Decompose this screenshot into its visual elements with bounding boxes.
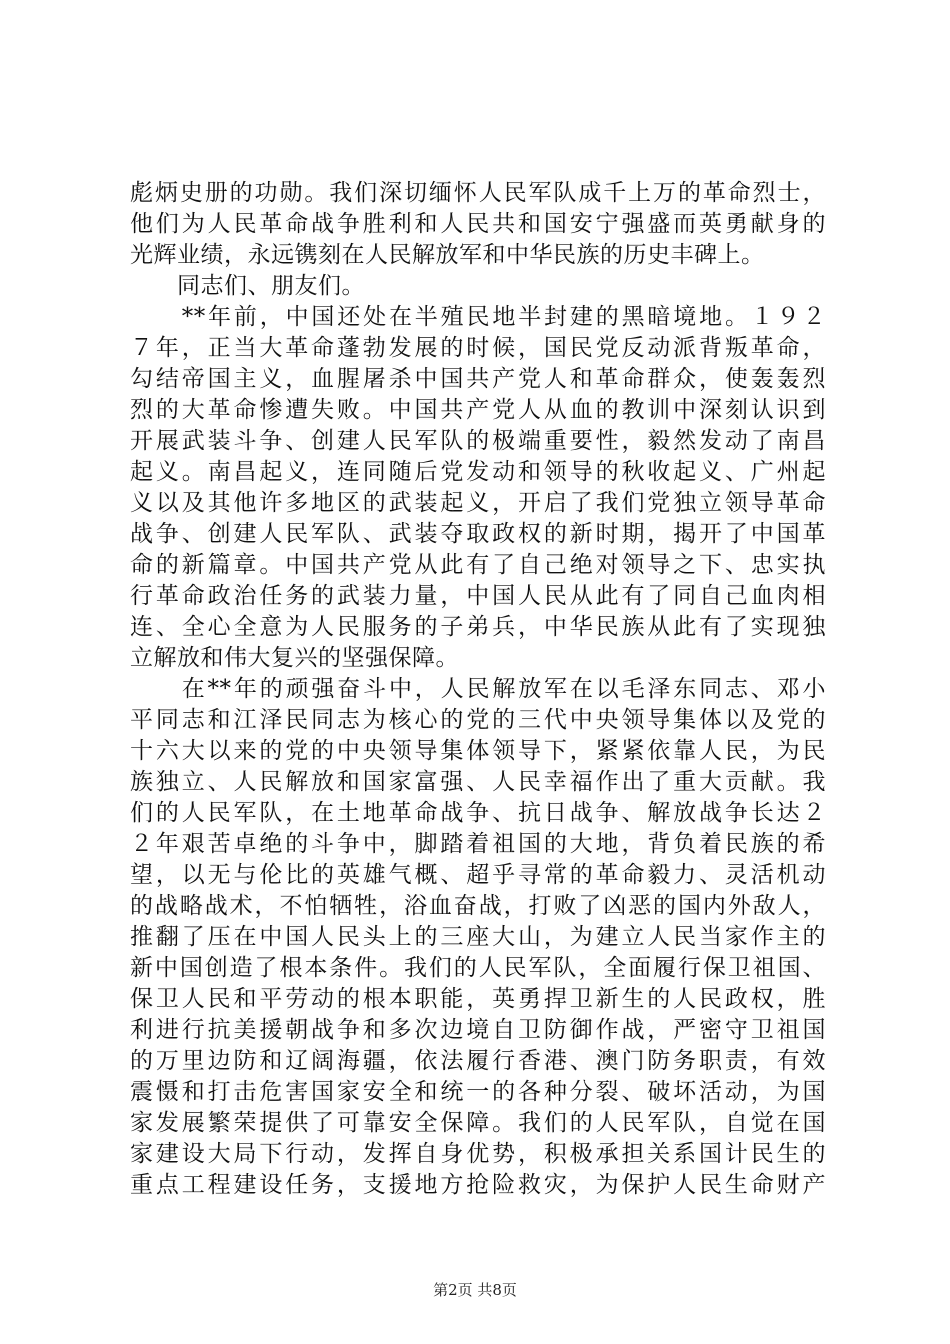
text-line: 起义。南昌起义，连同随后党发动和领导的秋收起义、广州起 <box>130 459 826 485</box>
text-line: ２年艰苦卓绝的斗争中，脚踏着祖国的大地，背负着民族的希 <box>130 831 826 857</box>
text-line: 望，以无与伦比的英雄气概、超乎寻常的革命毅力、灵活机动 <box>130 862 826 888</box>
page-footer <box>0 1280 950 1300</box>
text-line: 立解放和伟大复兴的坚强保障。 <box>130 645 459 671</box>
text-line: 保卫人民和平劳动的根本职能，英勇捍卫新生的人民政权，胜 <box>130 986 826 1012</box>
text-line: 的万里边防和辽阔海疆，依法履行香港、澳门防务职责，有效 <box>130 1048 826 1074</box>
text-line: 族独立、人民解放和国家富强、人民幸福作出了重大贡献。我 <box>130 769 826 795</box>
text-line: 们的人民军队，在土地革命战争、抗日战争、解放战争长达２ <box>130 800 826 826</box>
text-line: 他们为人民革命战争胜利和人民共和国安宁强盛而英勇献身的 <box>130 211 826 237</box>
text-line: 同志们、朋友们。 <box>130 273 365 299</box>
text-line: 义以及其他许多地区的武装起义，开启了我们党独立领导革命 <box>130 490 826 516</box>
text-line: 十六大以来的党的中央领导集体领导下，紧紧依靠人民，为民 <box>130 738 826 764</box>
text-line: 行革命政治任务的武装力量，中国人民从此有了同自己血肉相 <box>130 583 826 609</box>
text-line: 的战略战术，不怕牺牲，浴血奋战，打败了凶恶的国内外敌人， <box>130 893 826 919</box>
text-line: 家发展繁荣提供了可靠安全保障。我们的人民军队，自觉在国 <box>130 1110 826 1136</box>
text-line: 重点工程建设任务，支援地方抢险救灾，为保护人民生命财产 <box>130 1172 826 1198</box>
text-line: **年前，中国还处在半殖民地半封建的黑暗境地。１９２ <box>130 304 826 330</box>
text-line: 光辉业绩，永远镌刻在人民解放军和中华民族的历史丰碑上。 <box>130 242 765 268</box>
text-line: 彪炳史册的功勋。我们深切缅怀人民军队成千上万的革命烈士， <box>130 180 826 206</box>
body-text <box>130 178 826 1201</box>
text-line: 新中国创造了根本条件。我们的人民军队，全面履行保卫祖国、 <box>130 955 826 981</box>
text-line: 在**年的顽强奋斗中，人民解放军在以毛泽东同志、邓小 <box>130 676 826 702</box>
text-line: 利进行抗美援朝战争和多次边境自卫防御作战，严密守卫祖国 <box>130 1017 826 1043</box>
text-line: 开展武装斗争、创建人民军队的极端重要性，毅然发动了南昌 <box>130 428 826 454</box>
text-line: 烈的大革命惨遭失败。中国共产党人从血的教训中深刻认识到 <box>130 397 826 423</box>
text-line: 战争、创建人民军队、武装夺取政权的新时期，揭开了中国革 <box>130 521 826 547</box>
text-line: ７年，正当大革命蓬勃发展的时候，国民党反动派背叛革命， <box>130 335 826 361</box>
page-number-label: 第2页 共8页 <box>433 1281 517 1299</box>
text-line: 勾结帝国主义，血腥屠杀中国共产党人和革命群众，使轰轰烈 <box>130 366 826 392</box>
text-line: 平同志和江泽民同志为核心的党的三代中央领导集体以及党的 <box>130 707 826 733</box>
text-line: 推翻了压在中国人民头上的三座大山，为建立人民当家作主的 <box>130 924 826 950</box>
text-line: 命的新篇章。中国共产党从此有了自己绝对领导之下、忠实执 <box>130 552 826 578</box>
text-line: 连、全心全意为人民服务的子弟兵，中华民族从此有了实现独 <box>130 614 826 640</box>
text-line: 震慑和打击危害国家安全和统一的各种分裂、破坏活动，为国 <box>130 1079 826 1105</box>
text-line: 家建设大局下行动，发挥自身优势，积极承担关系国计民生的 <box>130 1141 826 1167</box>
